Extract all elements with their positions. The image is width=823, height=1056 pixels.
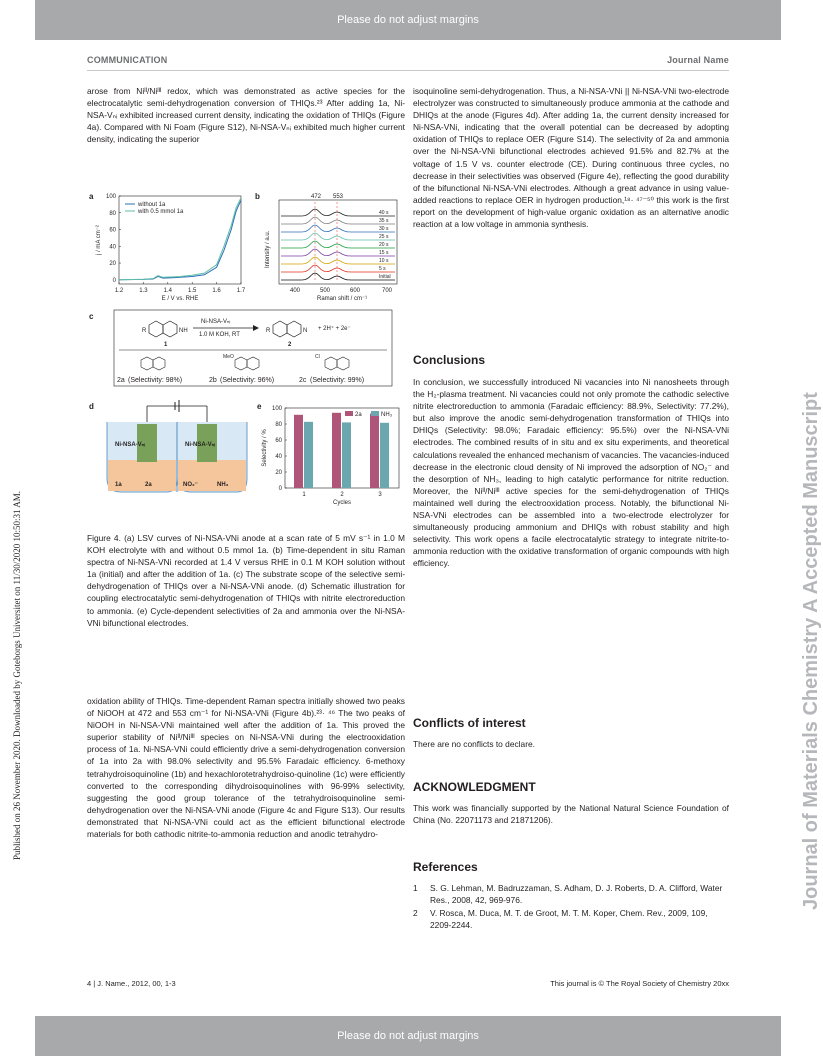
x-tick-label: 1 [302, 492, 306, 498]
panel-c-label: c [89, 312, 94, 321]
raman-trace [281, 209, 395, 216]
panel-d-label: d [89, 402, 94, 411]
time-label: 15 s [379, 250, 389, 256]
panel-c-scheme [113, 308, 393, 388]
paragraph: arose from Niᴵᴵ/Niᴵᴵᴵ redox, which was demonstrated as active species for the electrocatalytic semi-dehydrogenation conversion of THIQs.²³ After adding 1a, Ni-NSA-Vₙᵢ exhibited increased current density, indicating the oxidation of THIQs (Figure 4a). Compared with Ni Foam (Figure S12), Ni-NSA-Vₙᵢ exhibited much higher current density, indicating the superior [87, 86, 405, 145]
bar-2a-cycle-2 [332, 413, 341, 488]
bar-NH₃-cycle-3 [380, 423, 389, 488]
paragraph: In conclusion, we successfully introduced Ni vacancies into Ni nanosheets through the H₂-plasma treatment. Ni vacancies could not only promote the cathodic selective nitrite electroreduction to ammonia (Faradaic efficiency: 88.9%, Selectivity: 77.2%), but also improve the anodic semi-dehydrogenation transformation of THIQs into DHIQs (Selectivity: 98.0%; Faradaic efficiency: 95.5%) over the Ni-NSA-VNi electrodes. The combined results of in situ and ex situ experiments, and theoretical calculations revealed the enhanced mechanism of vacancies. The vacancies-induced decrease in the electronic cloud density of Ni improved the adsorption of NO₂⁻ and the desorption of NH₃, leading to high catalytic performance for nitrite reduction. Moreover, the Niᴵᴵ/Niᴵᴵᴵ active species for the semi-dehydrogenation of THIQs maintained well during the electrooxidation process. Notably, the bifunctional Ni-NSA-VNi electrodes can be assembled into a two-electrode electrolyzer for simultaneously producing ammonium and DHIQs with robust stability and high selectivity. This work opens a facile electrocatalytic strategy to integrate nitrite-to-ammonia reduction with the oxidative transformation of organic compounds with high efficiency. [413, 377, 729, 569]
legend-label: 2a [355, 412, 362, 418]
x-axis-label: E / V vs. RHE [161, 296, 199, 302]
y-tick-label: 0 [112, 277, 116, 284]
figure-4 [87, 188, 407, 518]
product-number: 2 [288, 342, 292, 348]
reactant-structure [149, 321, 177, 337]
bar-NH₃-cycle-1 [304, 422, 313, 488]
reagent-catalyst: Ni-NSA-Vₙᵢ [201, 319, 231, 325]
product-2a-id: 2a [117, 377, 125, 384]
y-tick-label: 40 [109, 244, 116, 251]
header-rule [87, 70, 729, 71]
left-column-bottom [87, 695, 405, 840]
legend-swatch [371, 411, 379, 416]
product-2b-selectivity: (Selectivity: 96%) [220, 377, 275, 384]
x-tick-label: 1.2 [114, 288, 124, 294]
x-tick-label: 2 [340, 492, 344, 498]
paragraph: oxidation ability of THIQs. Time-dependent Raman spectra initially showed two peaks of NiOOH at 472 and 553 cm⁻¹ for Ni-NSA-VNi (Figure 4b).²³· ⁴⁶ The two peaks of NiOOH in Ni-NSA-VNi maintained well after the addition of 1a. This proved the superior stability of Niᴵᴵ/Niᴵᴵᴵ species on Ni-NSA-VNi during the electrooxidation process of 1a. Ni-NSA-VNi could efficiently drive a semi-dehydrogenation conversion of 1a into 2a with 98.0% selectivity and 95.5% Faradaic efficiency. 6-methoxy tetrahydroisoquinoline (1b) and hexachlorotetrahydroiso-quinoline (1c) were efficiently converted to the corresponding dihydroisoquinolines with 96-99% selectivity, suggesting the good group tolerance of the tetrahydroisoquinoline semi-dehydrogenation over the Ni-NSA-VNi anode (Figure 4c and Figure S13). Our results demonstrated that Ni-NSA-VNi could act as the efficient bifunctional electrode materials for both cathodic nitrite-to-ammonia reduction and anodic tetrahydro- [87, 696, 405, 840]
panel-e-bar-chart [257, 400, 407, 516]
reagent-conditions: 1.0 M KOH, RT [199, 332, 240, 338]
x-tick-label: 1.3 [139, 288, 148, 294]
reference-text: V. Rosca, M. Duca, M. T. de Groot, M. T. M. Koper, Chem. Rev., 2009, 109, 2209-2244. [430, 908, 708, 930]
time-label: 20 s [379, 242, 389, 248]
panel-d-electrolyzer-schematic [97, 400, 257, 500]
acknowledgment-text [413, 802, 729, 826]
footer-copyright: This journal is © The Royal Society of Chemistry 20xx [550, 979, 729, 988]
paragraph: This work was financially supported by the National Natural Science Foundation of China (No. 22071173 and 21871206). [413, 803, 729, 826]
y-tick-label: 60 [109, 227, 116, 234]
x-tick-label: 1.4 [163, 288, 172, 294]
panel-b-label: b [255, 192, 260, 201]
panel-a-label: a [89, 192, 94, 201]
raman-trace [281, 217, 395, 224]
x-tick-label: 1.7 [236, 288, 246, 294]
accepted-manuscript-text: Journal of Materials Chemistry A Accepted Manuscript [800, 392, 822, 910]
reference-text: S. G. Lehman, M. Badruzzaman, S. Adham, D. J. Roberts, D. A. Clifford, Water Res., 2008, 42, 969-976. [430, 883, 723, 905]
b-xtick: 400 [290, 288, 301, 294]
acknowledgment-heading: ACKNOWLEDGMENT [413, 780, 536, 794]
time-label: 30 s [379, 226, 389, 232]
time-label: 40 s [379, 210, 389, 216]
right-electrode-label: Ni-NSA-Vₙᵢ [185, 442, 215, 448]
section-type: COMMUNICATION [87, 55, 168, 65]
legend-swatch [345, 411, 353, 416]
y-tick-label: 80 [109, 210, 116, 217]
bar-2a-cycle-3 [370, 414, 379, 488]
product-2c-id: 2c [299, 377, 307, 384]
r-substituent: R [266, 328, 271, 334]
conclusions-heading: Conclusions [413, 353, 486, 367]
y-tick-label: 100 [105, 194, 116, 200]
species-2a: 2a [145, 482, 152, 488]
b-xtick: 700 [382, 288, 393, 294]
raman-trace [281, 265, 395, 272]
figure-caption: Figure 4. (a) LSV curves of Ni-NSA-VNi anode at a scan rate of 5 mV s⁻¹ in 1.0 M KOH electrolyte with and without 0.5 mmol 1a. (b) Time-dependent in situ Raman spectra of Ni-NSA-VNi recorded at 1.4 V versus RHE in 0.1 M KOH solution without 1a (initial) and after the addition of 1a. (c) The substrate scope of the selective semi-dehydrogenation of THIQs over a Ni-NSA-VNi anode. (d) Schematic illustration for coupling electrocatalytic semi-dehydrogenation of THIQs with nitrite electroreduction to ammonia. (e) Cycle-dependent selectivities of 2a and ammonia over the Ni-NSA-VNi bifunctional electrodes. [87, 533, 405, 628]
reference-item [413, 882, 729, 906]
raman-trace [281, 241, 395, 248]
y-tick-label: 40 [275, 454, 282, 460]
product-2c-selectivity: (Selectivity: 99%) [310, 377, 365, 384]
time-label: 25 s [379, 234, 389, 240]
panel-b-raman-chart [257, 188, 407, 304]
y-tick-label: 100 [271, 406, 282, 412]
publication-stamp-text: Published on 26 November 2020. Downloaded by Goteborgs Universitet on 11/30/2020 10:50:31 AM. [12, 491, 22, 860]
paragraph: isoquinoline semi-dehydrogenation. Thus, a Ni-NSA-VNi || Ni-NSA-VNi two-electrode electrolyzer was constructed to simultaneously produce ammonia at the cathode and DHIQs at the anode (Figures 4d). After adding 1a, the current density increased for Ni-NSA-VNi, indicating that the overall potential can be decreased by adopting oxidation of THIQs to replace OER (Figure S14). The selectivity of 2a and ammonia over the Ni-NSA-VNi bifunctional electrodes achieved 91.5% and 82.7% at the voltage of 1.5 V vs. counter electrode (CE). During continuous three cycles, no decrease in their selectivities was observed (Figure 4e), reflecting the good durability of the bifunctional Ni-NSA-VNi electrodes. Although a great advance in using value-added reactions to replace OER in hydrogen production,¹⁸· ⁴⁷⁻⁵⁰ this work is the first report on the development of high-value organic oxidation as an alternative anodic reaction at a low voltage in ammonia synthesis. [413, 86, 729, 230]
left-column-top [87, 85, 405, 145]
n-label: N [303, 328, 308, 334]
bar-NH₃-cycle-2 [342, 422, 351, 488]
b-ylabel: Intensity / a.u. [265, 230, 271, 268]
b-xtick: 600 [350, 288, 361, 294]
species-1a: 1a [115, 482, 122, 488]
references-heading: References [413, 860, 478, 874]
legend-label: without 1a [138, 202, 166, 208]
accepted-manuscript-watermark [770, 150, 822, 910]
methoxy-label: MeO [223, 354, 234, 360]
raman-trace [281, 257, 395, 264]
reference-number: 1 [413, 883, 418, 893]
y-tick-label: 20 [109, 261, 116, 268]
publication-stamp [12, 220, 28, 860]
paragraph: There are no conflicts to declare. [413, 739, 535, 749]
reference-number: 2 [413, 908, 418, 918]
y-tick-label: 80 [275, 422, 282, 428]
y-axis-label: Selectivity / % [262, 429, 268, 467]
raman-trace [281, 273, 395, 280]
right-column-top [413, 85, 729, 230]
time-label: Initial [379, 274, 391, 280]
legend-label: with 0.5 mmol 1a [138, 209, 184, 215]
conflicts-heading: Conflicts of interest [413, 716, 526, 730]
product-2a-selectivity: (Selectivity: 98%) [128, 377, 183, 384]
byproducts: + 2H⁺ + 2e⁻ [318, 326, 351, 332]
y-tick-label: 0 [278, 486, 282, 492]
left-electrode-label: Ni-NSA-Vₙᵢ [115, 442, 145, 448]
raman-peak-472: 472 [311, 194, 322, 200]
x-axis-label: Cycles [332, 500, 352, 506]
raman-peak-553: 553 [333, 194, 344, 200]
panel-e-label: e [257, 402, 262, 411]
reactant-number: 1 [164, 342, 168, 348]
time-label: 10 s [379, 258, 389, 264]
b-xlabel: Raman shift / cm⁻¹ [317, 296, 368, 302]
b-xtick: 500 [320, 288, 331, 294]
margin-banner-top: Please do not adjust margins [35, 0, 781, 40]
reference-item [413, 907, 729, 931]
r-substituent: R [142, 328, 147, 334]
journal-name: Journal Name [667, 55, 729, 65]
x-tick-label: 1.5 [188, 288, 197, 294]
raman-trace [281, 225, 395, 232]
species-nitrite: NO₂⁻ [183, 482, 198, 488]
margin-banner-bottom: Please do not adjust margins [35, 1016, 781, 1056]
conflicts-text [413, 738, 729, 750]
y-axis-label: j / mA cm⁻² [96, 225, 102, 255]
x-tick-label: 3 [378, 492, 382, 498]
conclusions-text [413, 376, 729, 570]
nh-label: NH [179, 328, 188, 334]
y-tick-label: 60 [275, 438, 282, 444]
bar-2a-cycle-1 [294, 415, 303, 488]
legend-label: NH₃ [381, 412, 393, 418]
panel-a-chart [91, 188, 251, 304]
footer-citation: 4 | J. Name., 2012, 00, 1-3 [87, 979, 176, 988]
product-2b-id: 2b [209, 377, 217, 384]
chloro-label: Cl [315, 354, 320, 360]
y-tick-label: 20 [275, 470, 282, 476]
product-structure [273, 321, 301, 337]
time-label: 35 s [379, 218, 389, 224]
x-tick-label: 1.6 [212, 288, 221, 294]
time-label: 5 s [379, 266, 386, 272]
raman-trace [281, 249, 395, 256]
species-ammonia: NH₃ [217, 482, 229, 488]
raman-trace [281, 233, 395, 240]
